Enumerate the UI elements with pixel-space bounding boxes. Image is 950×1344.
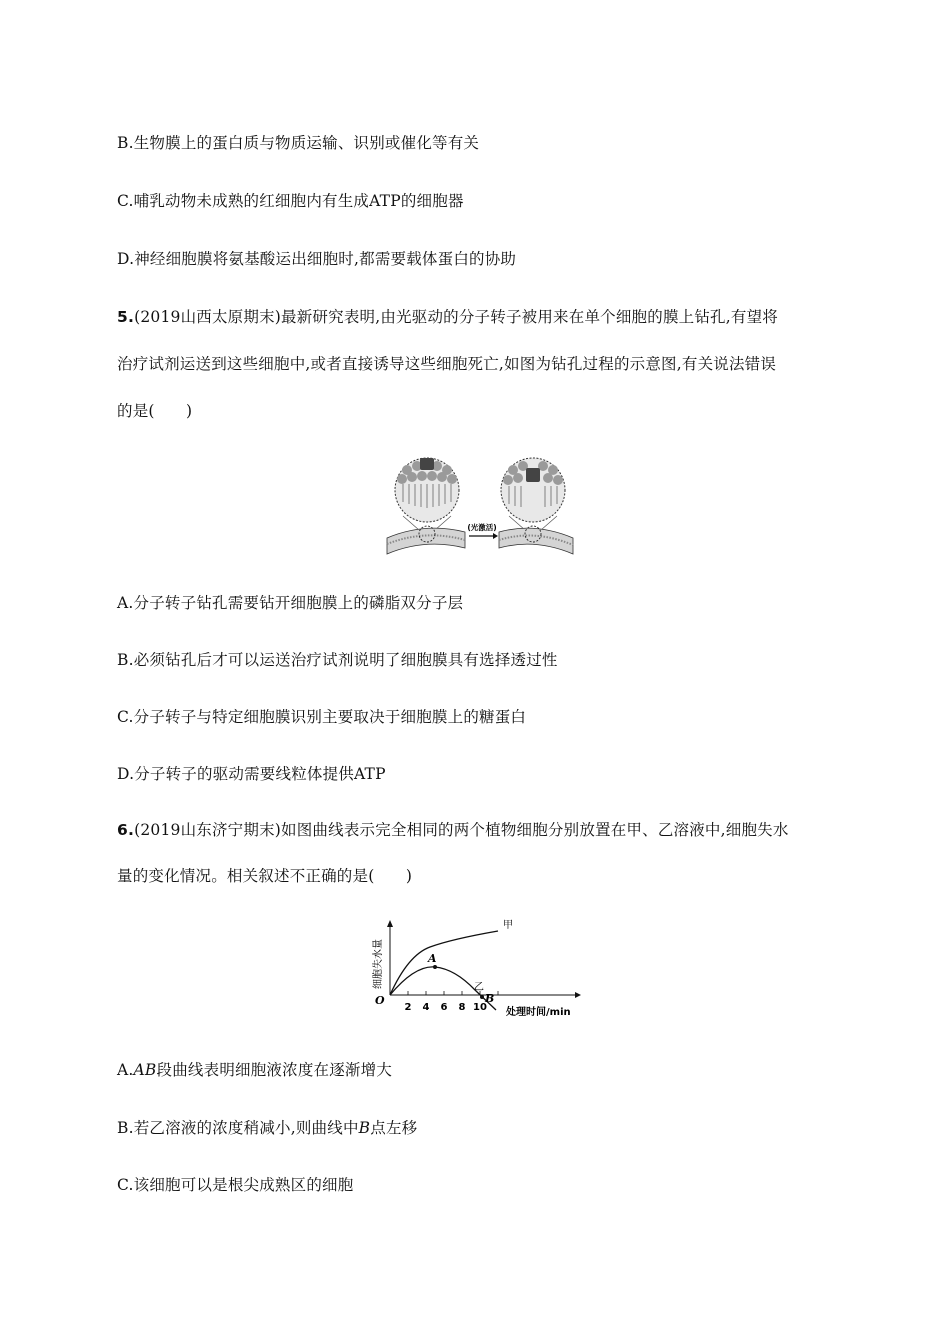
q6-option-a [117, 1058, 392, 1080]
x-tick-4: 4 [422, 1002, 430, 1013]
q6-option-b [117, 1116, 417, 1138]
q5-option-d: D.分子转子的驱动需要线粒体提供ATP [117, 765, 386, 783]
x-tick-10: 10 [473, 1002, 487, 1013]
q6-number: 6. [117, 821, 135, 839]
left-membrane [387, 526, 465, 554]
origin-label: O [375, 994, 385, 1007]
q5-option-b: B.必须钻孔后才可以运送治疗试剂说明了细胞膜具有选择透过性 [117, 651, 558, 669]
q6-option-b-prefix: B.若乙溶液的浓度稍减小,则曲线中 [117, 1119, 359, 1137]
membrane-drilling-figure [385, 452, 575, 556]
q6-option-c: C.该细胞可以是根尖成熟区的细胞 [117, 1176, 354, 1194]
point-b [480, 995, 484, 999]
q4-option-d: D.神经细胞膜将氨基酸运出细胞时,都需要载体蛋白的协助 [117, 250, 517, 268]
q5-stem-text1: (2019山西太原期末)最新研究表明,由光驱动的分子转子被用来在单个细胞的膜上钻孔,有望将 [134, 308, 778, 326]
curve-yi-label: 乙 [474, 982, 484, 993]
q6-stem-line1 [117, 818, 789, 840]
q6-stem-line2: 量的变化情况。相关叙述不正确的是( ) [117, 867, 413, 885]
activation-arrow [467, 522, 498, 539]
right-magnified-circle [501, 458, 565, 530]
point-b-label: B [485, 992, 495, 1005]
point-a [433, 965, 437, 969]
y-axis-arrow [387, 920, 393, 927]
q5-number: 5. [117, 308, 135, 326]
water-loss-curve-figure [360, 915, 590, 1025]
q5-option-a: A.分子转子钻孔需要钻开细胞膜上的磷脂双分子层 [117, 594, 464, 612]
q5-stem-line2: 治疗试剂运送到这些细胞中,或者直接诱导这些细胞死亡,如图为钻孔过程的示意图,有关说法错误 [117, 355, 777, 373]
x-tick-8: 8 [458, 1002, 466, 1013]
q5-stem-line3: 的是( ) [117, 402, 193, 420]
q6-option-b-italic: B [358, 1119, 371, 1137]
activation-label: (光激活) [467, 523, 497, 532]
point-a-label: A [428, 952, 437, 965]
x-tick-6: 6 [440, 1002, 448, 1013]
q5-stem-line1 [117, 305, 778, 327]
q6-option-b-suffix: 点左移 [370, 1119, 418, 1137]
y-axis-label: 细胞失水量 [373, 939, 384, 989]
left-magnified-circle [395, 458, 459, 530]
q6-option-a-italic: AB [133, 1061, 157, 1079]
curve-jia-label: 甲 [503, 920, 513, 931]
q6-stem-text1: (2019山东济宁期末)如图曲线表示完全相同的两个植物细胞分别放置在甲、乙溶液中,细胞失水 [134, 821, 789, 839]
x-tick-2: 2 [404, 1002, 412, 1013]
q5-option-c: C.分子转子与特定细胞膜识别主要取决于细胞膜上的糖蛋白 [117, 708, 527, 726]
q4-option-b: B.生物膜上的蛋白质与物质运输、识别或催化等有关 [117, 134, 480, 152]
q6-option-a-suffix: 段曲线表明细胞液浓度在逐渐增大 [156, 1061, 393, 1079]
q4-option-c: C.哺乳动物未成熟的红细胞内有生成ATP的细胞器 [117, 192, 464, 210]
x-axis-label: 处理时间/min [506, 1007, 571, 1018]
q6-option-a-prefix: A. [117, 1061, 134, 1079]
x-axis-arrow [575, 992, 581, 998]
right-membrane [499, 526, 573, 554]
